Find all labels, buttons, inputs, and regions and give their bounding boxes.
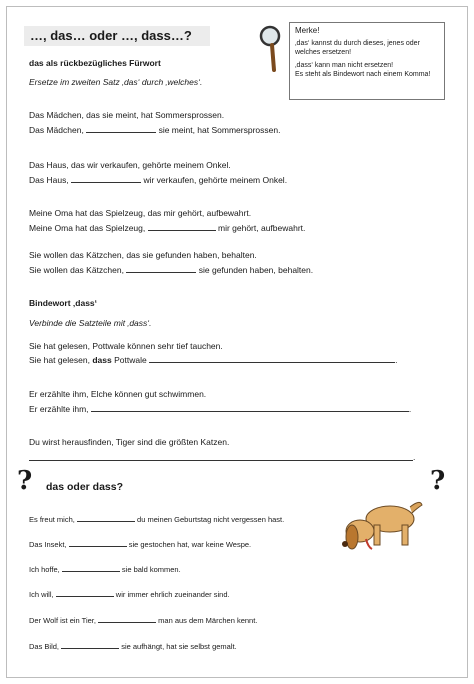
section1-instruction: Ersetze im zweiten Satz ‚das‘ durch ‚welches‘.	[29, 77, 203, 87]
s3-item2	[29, 538, 251, 550]
s3-item5	[29, 614, 257, 626]
section2-heading: Bindewort ‚dass‘	[29, 298, 98, 308]
rule-das: ‚das‘ kannst du durch dieses, jenes oder welches ersetzen!	[295, 40, 420, 56]
rule-dass-line2: Es steht als Bindewort nach einem Komma!	[295, 71, 431, 78]
answer-blank[interactable]	[62, 563, 120, 572]
s1-item1-pre: Das Mädchen,	[29, 125, 84, 135]
section2-instruction: Verbinde die Satzteile mit ‚dass‘.	[29, 318, 152, 328]
dog-illustration	[338, 497, 426, 560]
answer-blank[interactable]	[126, 264, 196, 273]
answer-blank[interactable]	[148, 222, 216, 231]
s3-item1-post: du meinen Geburtstag nicht vergessen hast.	[137, 515, 285, 524]
s1-item1-post: sie meint, hat Sommersprossen.	[158, 125, 281, 135]
s3-item4-post: wir immer ehrlich zueinander sind.	[115, 590, 230, 599]
s3-item4-pre: Ich will,	[29, 590, 54, 599]
answer-line[interactable]	[149, 354, 395, 363]
s2-ex1-pre: Sie hat gelesen,	[29, 355, 90, 365]
s1-item4-post: sie gefunden haben, behalten.	[198, 265, 314, 275]
answer-blank[interactable]	[71, 174, 141, 183]
s2-ex1-post: Pottwale	[114, 355, 147, 365]
rule-box-title: Merke!	[295, 26, 320, 35]
rule-dass-line1: ‚dass‘ kann man nicht ersetzen!	[295, 62, 394, 69]
s3-item6	[29, 640, 237, 652]
s1-item4-pre: Sie wollen das Kätzchen,	[29, 265, 124, 275]
s3-item3-pre: Ich hoffe,	[29, 565, 60, 574]
s1-item2-pre: Das Haus,	[29, 175, 69, 185]
s3-item3-post: sie bald kommen.	[121, 565, 181, 574]
s3-item4	[29, 588, 230, 600]
s2-ex3-sentence: Du wirst herausfinden, Tiger sind die größten Katzen.	[29, 437, 230, 447]
s1-item3-sentence: Meine Oma hat das Spielzeug, das mir gehört, aufbewahrt.	[29, 208, 252, 218]
s3-item1	[29, 513, 284, 525]
rule-box	[289, 22, 445, 100]
s3-item3	[29, 563, 181, 575]
s1-item4-sentence: Sie wollen das Kätzchen, das sie gefunden haben, behalten.	[29, 250, 257, 260]
s2-ex1-answer: Sie hat gelesen, dass Pottwale .	[29, 355, 398, 365]
s3-item2-pre: Das Insekt,	[29, 540, 67, 549]
answer-blank[interactable]	[98, 614, 156, 623]
s1-item2-post: wir verkaufen, gehörte meinem Onkel.	[143, 175, 288, 185]
s2-ex2-sentence: Er erzählte ihm, Elche können gut schwimmen.	[29, 389, 207, 399]
s3-item5-pre: Der Wolf ist ein Tier,	[29, 616, 96, 625]
s1-item2-task	[29, 174, 287, 186]
answer-blank[interactable]	[86, 124, 156, 133]
worksheet-title: …, das… oder …, dass…?	[24, 26, 210, 46]
s3-item1-pre: Es freut mich,	[29, 515, 75, 524]
s1-item4-task	[29, 264, 313, 276]
s1-item3-post: mir gehört, aufbewahrt.	[217, 223, 306, 233]
s3-item6-pre: Das Bild,	[29, 642, 60, 651]
s3-item5-post: man aus dem Märchen kennt.	[158, 616, 258, 625]
s2-ex2-pre: Er erzählte ihm,	[29, 404, 89, 414]
s1-item1-sentence: Das Mädchen, das sie meint, hat Sommersprossen.	[29, 110, 225, 120]
answer-line[interactable]	[91, 403, 409, 412]
question-mark-icon: ?	[430, 466, 446, 496]
s1-item1-task	[29, 124, 280, 136]
s1-item2-sentence: Das Haus, das wir verkaufen, gehörte meinem Onkel.	[29, 160, 231, 170]
answer-blank[interactable]	[56, 588, 114, 597]
answer-line[interactable]	[29, 460, 413, 461]
question-mark-icon: ?	[17, 466, 33, 496]
magnifier-icon	[258, 24, 284, 79]
s2-ex1-dass: dass	[92, 355, 112, 365]
s2-ex1-sentence: Sie hat gelesen, Pottwale können sehr tief tauchen.	[29, 341, 223, 351]
s3-item6-post: sie aufhängt, hat sie selbst gemalt.	[121, 642, 237, 651]
s1-item3-pre: Meine Oma hat das Spielzeug,	[29, 223, 146, 233]
answer-blank[interactable]	[77, 513, 135, 522]
s3-item2-post: sie gestochen hat, war keine Wespe.	[128, 540, 252, 549]
section1-heading: das als rückbezügliches Fürwort	[29, 58, 161, 68]
s1-item3-task	[29, 222, 305, 234]
answer-blank[interactable]	[61, 640, 119, 649]
section3-heading: das oder dass?	[46, 481, 124, 493]
s2-ex2-answer: Er erzählte ihm, .	[29, 404, 412, 414]
answer-blank[interactable]	[69, 538, 127, 547]
